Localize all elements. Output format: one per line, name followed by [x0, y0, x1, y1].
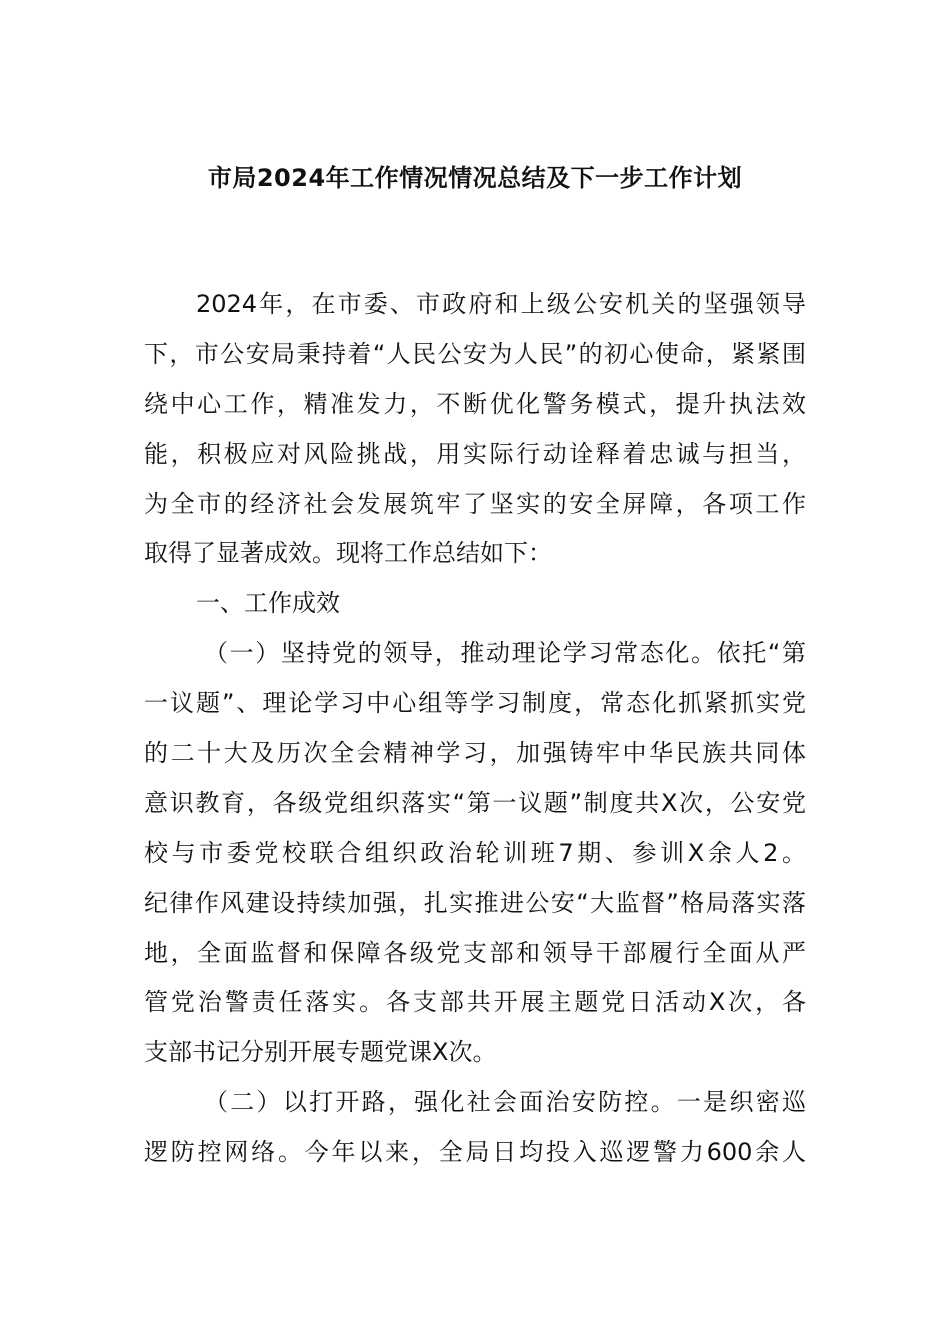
- paragraph-line: （二）以打开路，强化社会面治安防控。一是织密巡: [204, 1088, 806, 1117]
- paragraph-line: 校与市委党校联合组织政治轮训班7期、参训X余人2。: [144, 838, 806, 867]
- paragraph-line: 的二十大及历次全会精神学习，加强铸牢中华民族共同体: [144, 739, 806, 768]
- paragraph-line: 下，市公安局秉持着“人民公安为人民”的初心使命，紧紧围: [144, 339, 806, 368]
- paragraph-line: 能，积极应对风险挑战，用实际行动诠释着忠诚与担当，: [144, 439, 806, 468]
- paragraph-line: 2024年，在市委、市政府和上级公安机关的坚强领导: [196, 290, 806, 318]
- paragraph-line: 支部书记分别开展专题党课X次。: [144, 1038, 497, 1067]
- document-body: [144, 280, 806, 1178]
- paragraph-line: 一议题”、理论学习中心组等学习制度，常态化抓紧抓实党: [144, 689, 806, 718]
- document-title: 市局2024年工作情况情况总结及下一步工作计划: [207, 164, 743, 192]
- paragraph-line: 纪律作风建设持续加强，扎实推进公安“大监督”格局落实落: [144, 888, 806, 917]
- paragraph-line: 取得了显著成效。现将工作总结如下：: [144, 539, 552, 568]
- paragraph-line: 逻防控网络。今年以来，全局日均投入巡逻警力600余人: [144, 1138, 806, 1167]
- paragraph-line: 地，全面监督和保障各级党支部和领导干部履行全面从严: [144, 938, 806, 967]
- paragraph-line: 绕中心工作，精准发力，不断优化警务模式，提升执法效: [144, 389, 806, 418]
- paragraph-line: 管党治警责任落实。各支部共开展主题党日活动X次，各: [144, 988, 806, 1017]
- paragraph-line: 为全市的经济社会发展筑牢了坚实的安全屏障，各项工作: [144, 489, 806, 518]
- section-heading: 一、工作成效: [196, 589, 340, 618]
- paragraph-line: 意识教育，各级党组织落实“第一议题”制度共X次，公安党: [144, 788, 806, 817]
- paragraph-line: （一）坚持党的领导，推动理论学习常态化。依托“第: [204, 639, 806, 668]
